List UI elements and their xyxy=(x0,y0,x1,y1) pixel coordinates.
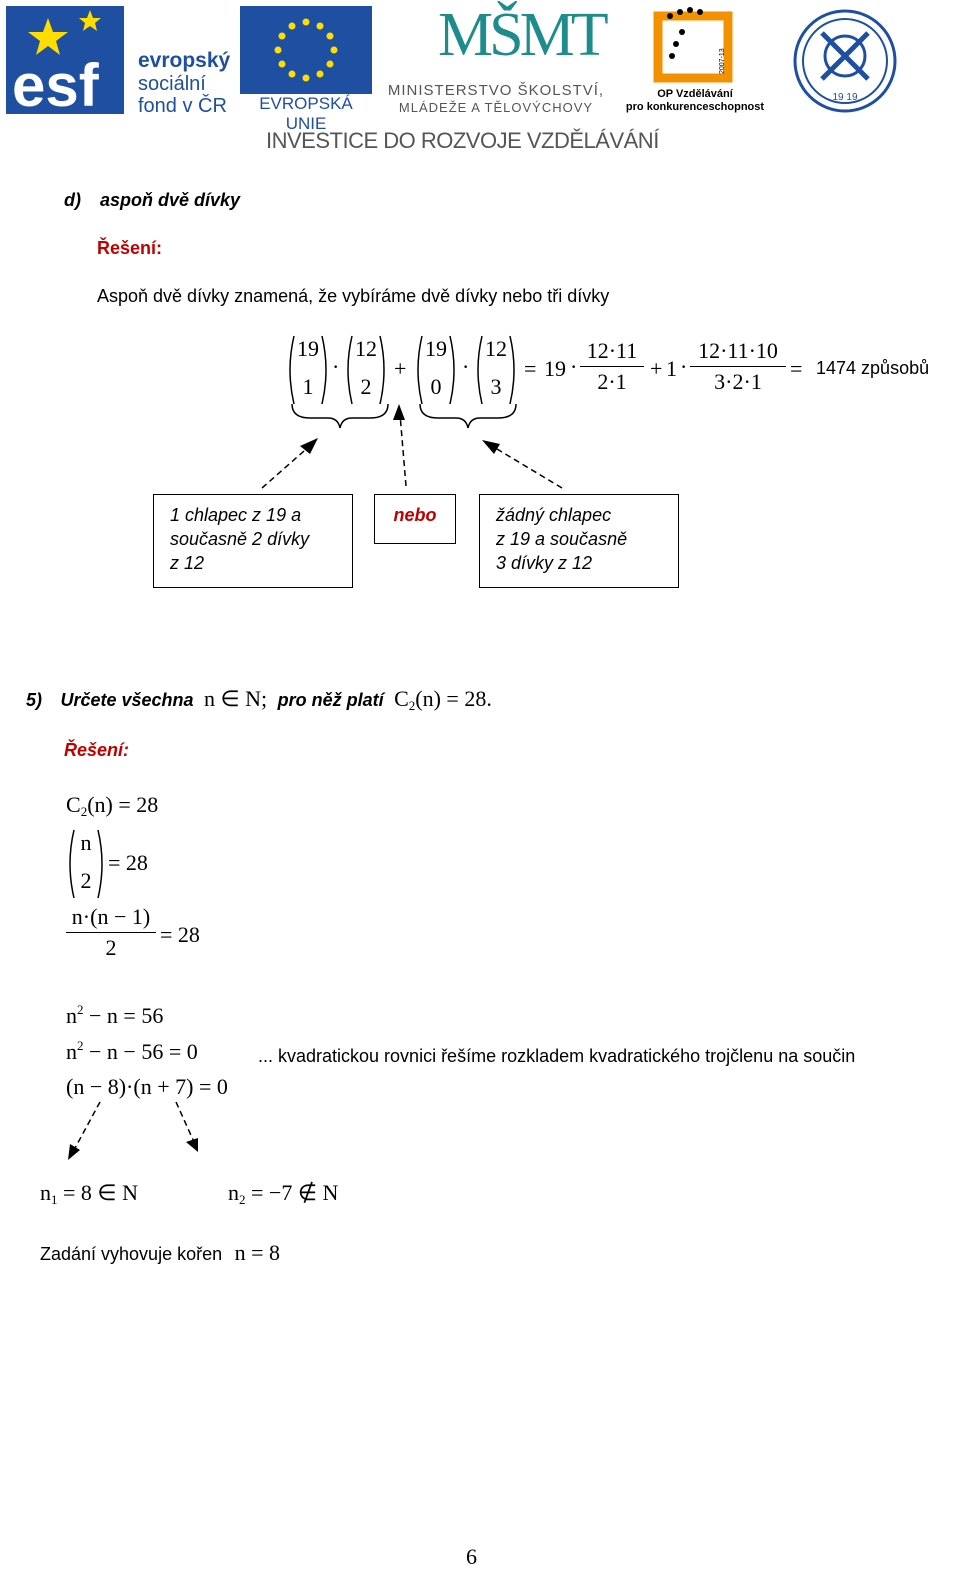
svg-text:19 19: 19 19 xyxy=(832,92,858,103)
svg-text:esf: esf xyxy=(12,52,99,114)
msmt-mark: MŠMT xyxy=(438,1,605,69)
plus-1: + xyxy=(394,356,407,381)
task-5-solution-label: Řešení: xyxy=(64,740,130,760)
page-number: 6 xyxy=(466,1544,477,1569)
task-5-text-a: Určete všechna xyxy=(60,690,194,710)
fraction-12-11: 12·11 2·1 xyxy=(580,338,644,395)
root-1: $n_1 = 8$ ∈ N xyxy=(40,1180,138,1207)
eq-binom-n-2: n 2 xyxy=(66,828,106,900)
binom-12-2: 12 2 xyxy=(344,334,388,406)
eq-n2-n-56: $n^2 - n = 56$ xyxy=(66,1002,164,1028)
msmt-text-line-1: MINISTERSTVO ŠKOLSTVÍ, xyxy=(387,82,605,99)
eq-2: = xyxy=(790,356,803,381)
eq-28-b: = 28 xyxy=(160,922,200,947)
fraction-12-11-10: 12·11·10 3·2·1 xyxy=(690,338,786,395)
dot-4: · xyxy=(680,354,688,379)
root-2: $n_2 = -7$ ∉ N xyxy=(228,1180,339,1207)
msmt-text-line-2: MLÁDEŽE A TĚLOVÝCHOVY xyxy=(398,100,594,115)
esf-text-line-3: fond v ČR xyxy=(138,95,227,117)
conclusion-math: n = 8 xyxy=(234,1240,280,1265)
binom-19-1: 19 1 xyxy=(286,334,330,406)
conclusion-text: Zadání vyhovuje kořen xyxy=(40,1244,223,1264)
task-5-math-b: $C_2(n) = 28$. xyxy=(394,686,492,713)
svg-text:2007-13: 2007-13 xyxy=(719,48,726,74)
part-d-label: d) xyxy=(64,190,81,210)
task-5-text-b: pro něž platí xyxy=(277,690,384,710)
eq-1: = xyxy=(524,356,537,381)
coef-1: 1 xyxy=(666,356,677,381)
eq-note: ... kvadratickou rovnici řešíme rozkladem kvadratického trojčlenu na součin xyxy=(258,1046,856,1066)
dot-1: · xyxy=(332,354,340,379)
fraction-n-n-1: n·(n − 1) 2 xyxy=(66,904,156,961)
task-5-label: 5) xyxy=(26,690,43,710)
esf-text-line-1: evropský xyxy=(138,49,231,72)
box-nebo: nebo xyxy=(374,494,456,544)
eq-28-a: = 28 xyxy=(108,850,148,875)
task-5-math-a: n ∈ N; xyxy=(204,686,268,711)
part-d-title: aspoň dvě dívky xyxy=(100,190,241,210)
result-text: 1474 způsobů xyxy=(816,358,930,378)
eu-text: EVROPSKÁ UNIE xyxy=(259,94,353,133)
box-one-boy-two-girls: 1 chlapec z 19 a současně 2 dívky z 12 xyxy=(153,494,353,588)
root-arrows xyxy=(0,1090,300,1170)
dot-3: · xyxy=(570,354,578,379)
dot-2: · xyxy=(462,354,470,379)
box-no-boy-three-girls: žádný chlapec z 19 a současně 3 dívky z 12 xyxy=(479,494,679,588)
op-text-line-2: pro konkurenceschopnost xyxy=(625,101,765,113)
investice-banner: INVESTICE DO ROZVOJE VZDĚLÁVÁNÍ xyxy=(266,128,659,153)
coef-19: 19 xyxy=(544,356,566,381)
part-d-intro: Aspoň dvě dívky znamená, že vybíráme dvě dívky nebo tři dívky xyxy=(97,286,610,306)
part-d-solution-label: Řešení: xyxy=(97,238,163,258)
eq-factored: (n − 8)·(n + 7) = 0 xyxy=(66,1074,228,1099)
eq-n2-n-56-0: $n^2 - n - 56 = 0$ xyxy=(66,1038,198,1064)
binom-19-0: 19 0 xyxy=(414,334,458,406)
plus-2: + xyxy=(650,356,663,381)
eq-c2n: $C_2(n) = 28$ xyxy=(66,792,159,819)
op-text-line-1: OP Vzdělávání xyxy=(657,88,733,100)
binom-12-3: 12 3 xyxy=(474,334,518,406)
esf-text-line-2: sociální xyxy=(138,73,206,95)
